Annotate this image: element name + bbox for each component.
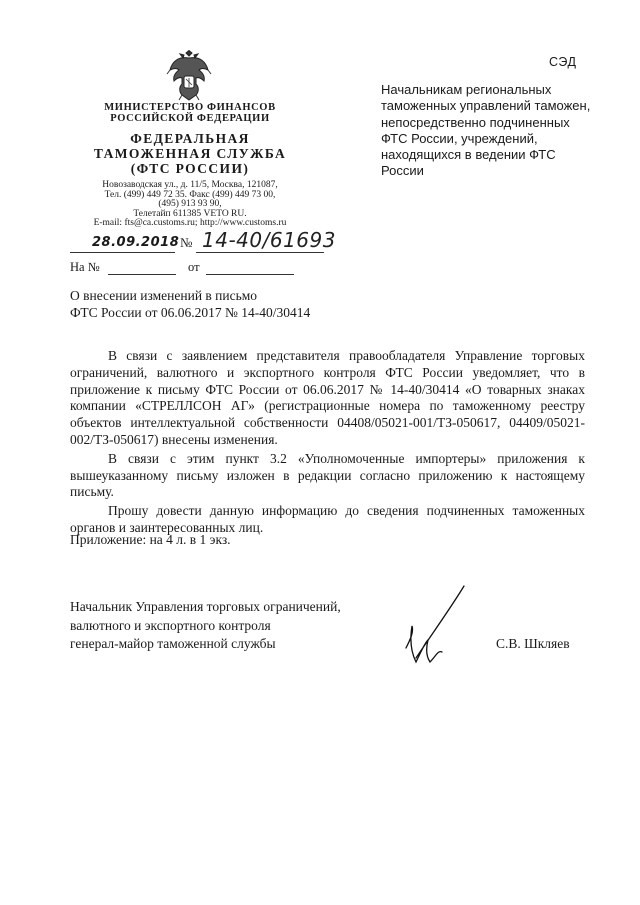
letter-date: 28.09.2018 xyxy=(92,235,180,250)
sed-stamp: СЭД xyxy=(549,55,577,69)
reference-underline xyxy=(108,274,176,275)
coat-of-arms-emblem-icon xyxy=(164,50,214,102)
ministry-name: МИНИСТЕРСТВО ФИНАНСОВ РОССИЙСКОЙ ФЕДЕРАЦИИ xyxy=(104,102,276,124)
letter-body xyxy=(70,348,585,537)
attachment-note: Приложение: на 4 л. в 1 экз. xyxy=(70,532,231,547)
reference-from-underline xyxy=(206,274,294,275)
date-underline xyxy=(70,252,175,253)
reference-label: На № xyxy=(70,260,100,274)
letter-number: 14-40/61693 xyxy=(202,228,336,252)
agency-contacts: Новозаводская ул., д. 11/5, Москва, 121087, Тел. (499) 449 72 35. Факс (499) 449 73 00, (495) 913 93 90, Телетайп 611385 VETO RU. E-mail: fts@ca.customs.ru; http://www.customs.ru xyxy=(93,180,287,229)
number-underline xyxy=(196,252,324,253)
reference-from-label: от xyxy=(188,260,200,274)
handwritten-signature xyxy=(392,582,482,672)
number-label: № xyxy=(180,235,193,250)
signatory-position: Начальник Управления торговых ограничений, валютного и экспортного контроля генерал-майор таможенной службы xyxy=(70,599,341,651)
body-paragraph: В связи с этим пункт 3.2 «Уполномоченные импортеры» приложения к вышеуказанному письму изложен в редакции согласно приложению к настоящему письму. xyxy=(70,450,585,500)
body-paragraph: Прошу довести данную информацию до сведения подчиненных таможенных органов и заинтересованных лиц. xyxy=(70,503,585,535)
body-paragraph: В связи с заявлением представителя правообладателя Управление торговых ограничений, валютного и экспортного контроля ФТС России уведомляет, что в приложение к письму ФТС России от 06.06.2017 № 14-40/30414 «О товарных знаках компании «СТРЕЛЛСОН АГ» (регистрационные номера по таможенному реестру объектов интеллектуальной собственности 04408/05021-001/ТЗ-050617, 04409/05021-002/ТЗ-050617) внесены изменения. xyxy=(70,348,585,447)
agency-name: ФЕДЕРАЛЬНАЯ ТАМОЖЕННАЯ СЛУЖБА (ФТС РОССИИ) xyxy=(93,131,287,176)
letter-subject: О внесении изменений в письмо ФТС России от 06.06.2017 № 14-40/30414 xyxy=(70,288,311,320)
addressee-block: Начальникам региональных таможенных управлений таможен, непосредственно подчиненных ФТС России, учреждений, находящихся в ведении ФТС России xyxy=(381,82,591,179)
signatory-name: С.В. Шкляев xyxy=(496,636,570,651)
